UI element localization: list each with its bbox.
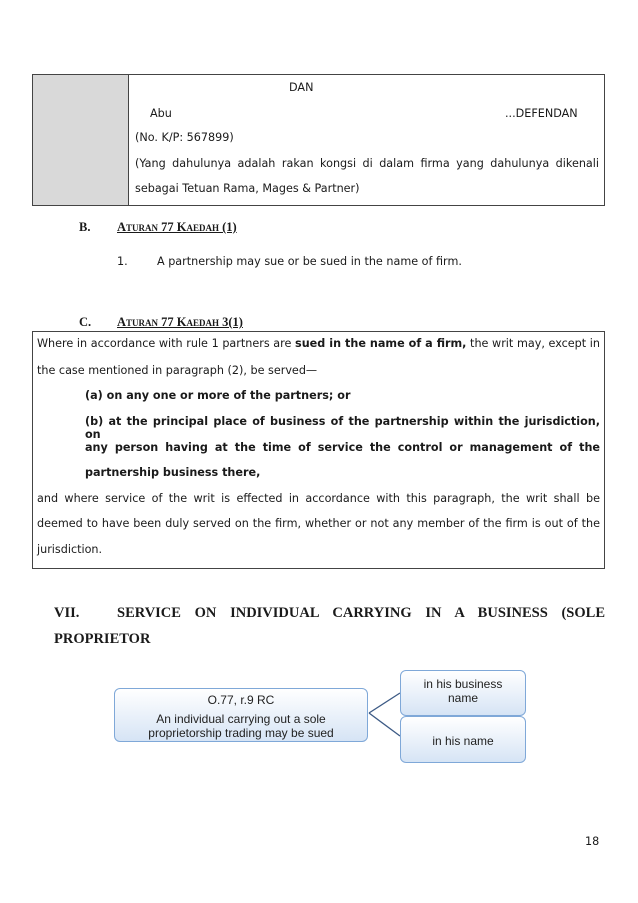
rule-line-2: the case mentioned in paragraph (2), be served— [37,364,318,377]
section-vii-title-line2: PROPRIETOR [54,631,151,647]
branch-business-name-line2: name [447,691,479,705]
section-vii-number: VII. [54,605,80,621]
diagram-branch-business-name [400,670,526,716]
section-vii-title-line1: SERVICE ON INDIVIDUAL CARRYING IN A BUSINESS (SOLE [117,605,605,621]
dan-label: DAN [289,81,314,94]
main-node-rule: O.77, r.9 RC [207,693,275,707]
section-b-title: Aturan 77 Kaedah (1) [117,220,237,234]
rule-item-b-line1: (b) at the principal place of business of the partnership within the jurisdiction, on [85,415,600,441]
rule-closing-line3: jurisdiction. [37,543,103,556]
rule-item-b-line3: partnership business there, [85,466,261,479]
rule-item-b-line2: any person having at the time of service the control or management of the [85,441,600,454]
main-node-text-line2: proprietorship trading may be sued [148,726,334,740]
defendant-name: Abu [150,107,172,120]
section-b-letter: B. [79,220,91,234]
main-node-text-line1: An individual carrying out a sole [156,712,326,726]
section-b-item-number: 1. [117,255,128,268]
section-c-letter: C. [79,315,92,329]
rule-closing-line2: deemed to have been duly served on the firm, whether or not any member of the firm is out of the [37,517,600,530]
connector-upper [369,693,400,713]
defendant-role: ...DEFENDAN [505,107,578,120]
page-number: 18 [585,835,600,848]
rule-item-a: (a) on any one or more of the partners; or [85,389,351,402]
section-c-title: Aturan 77 Kaedah 3(1) [117,315,243,329]
rule-line-1: Where in accordance with rule 1 partners are sued in the name of a firm, the writ may, except in [37,337,600,350]
ic-number: (No. K/P: 567899) [135,131,234,144]
party-description-line1: (Yang dahulunya adalah rakan kongsi di dalam firma yang dahulunya dikenali [135,157,599,170]
section-b-item-text: A partnership may sue or be sued in the name of firm. [157,255,462,268]
connector-lower [369,713,400,736]
diagram-branch-own-name [400,716,526,763]
party-description-line2: sebagai Tetuan Rama, Mages & Partner) [135,182,360,195]
diagram-main-node [114,688,368,742]
rule-closing-line1: and where service of the writ is effected in accordance with this paragraph, the writ shall be [37,492,600,505]
branch-business-name-line1: in his business [423,677,503,691]
branch-own-name-label: in his name [432,734,494,748]
